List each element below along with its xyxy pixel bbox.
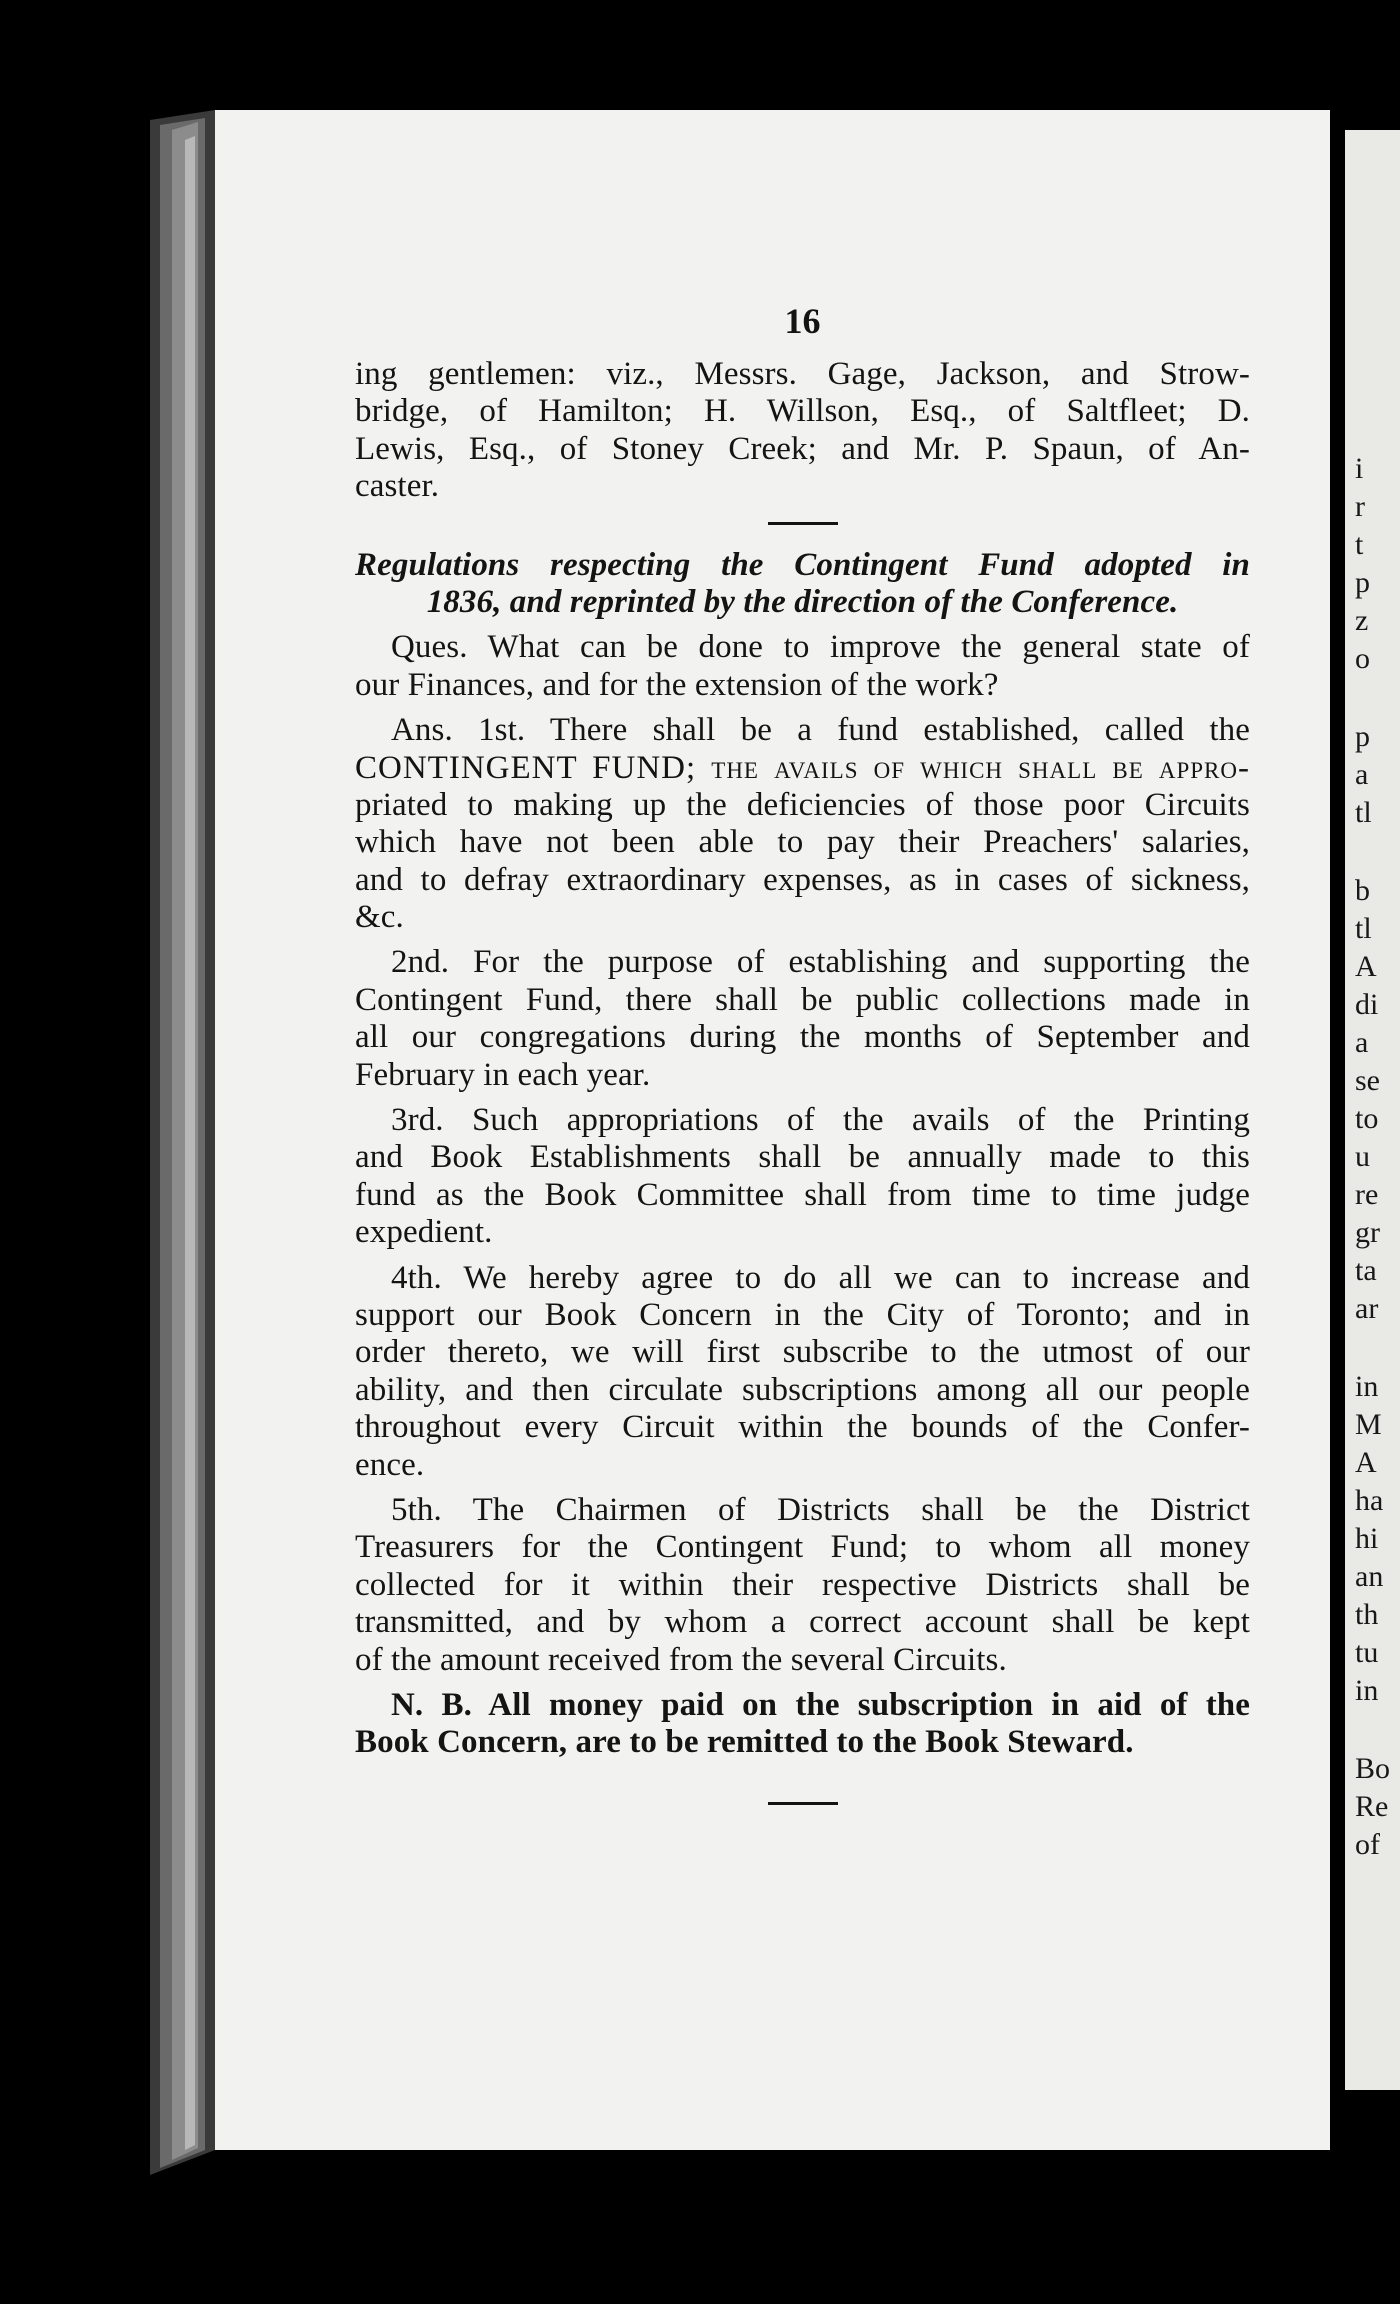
section-rule <box>768 522 838 525</box>
text-line: priated to making up the deficiencies of those poor Circuits <box>355 786 1250 823</box>
section-heading-line: 1836, and reprinted by the direction of the Conference. <box>426 583 1179 620</box>
facing-page-fragment: i <box>1355 452 1364 485</box>
facing-page-fragment: r <box>1355 490 1365 523</box>
facing-page-fragment: re <box>1355 1178 1379 1211</box>
facing-page-fragment: Re <box>1355 1790 1389 1823</box>
text-line: and Book Establishments shall be annually made to this <box>355 1139 1250 1176</box>
facing-page-fragment: t <box>1355 528 1364 561</box>
text-line: &c. <box>355 899 404 936</box>
text-line: support our Book Concern in the City of Toronto; and in <box>355 1296 1250 1333</box>
text-line: Ques. What can be done to improve the general state of <box>391 629 1250 666</box>
text-line: 5th. The Chairmen of Districts shall be the District <box>391 1491 1250 1528</box>
facing-page-fragment: b <box>1355 874 1370 907</box>
facing-page-fragment: p <box>1355 720 1370 753</box>
facing-page-fragment: A <box>1355 950 1377 983</box>
section-heading-line: Regulations respecting the Contingent Fund adopted in <box>355 546 1250 583</box>
facing-page-fragment: th <box>1355 1598 1379 1631</box>
facing-page-fragments <box>1355 450 1400 1864</box>
facing-page-fragment: se <box>1355 1064 1380 1097</box>
facing-page-fragment: gr <box>1355 1216 1380 1249</box>
text-line: throughout every Circuit within the bounds of the Confer- <box>355 1409 1250 1446</box>
text-line: 2nd. For the purpose of establishing and supporting the <box>391 944 1250 981</box>
facing-page-fragment: di <box>1355 988 1379 1021</box>
text-line: Book Concern, are to be remitted to the Book Steward. <box>355 1724 1134 1761</box>
facing-page-fragment: z <box>1355 604 1369 637</box>
text-line: 4th. We hereby agree to do all we can to increase and <box>391 1259 1250 1296</box>
text-line: order thereto, we will first subscribe to the utmost of our <box>355 1334 1250 1371</box>
facing-page-fragment: to <box>1355 1102 1379 1135</box>
facing-page-fragment: in <box>1355 1674 1379 1707</box>
facing-page-fragment: A <box>1355 1446 1377 1479</box>
facing-page-fragment: ta <box>1355 1254 1377 1287</box>
text-line: our Finances, and for the extension of the work? <box>355 666 999 703</box>
facing-page-fragment: tl <box>1355 796 1372 829</box>
facing-page-fragment: tu <box>1355 1636 1379 1669</box>
end-rule <box>768 1802 838 1805</box>
facing-page-fragment: ha <box>1355 1484 1384 1517</box>
facing-page-fragment: in <box>1355 1370 1379 1403</box>
facing-page-fragment: Bo <box>1355 1752 1391 1785</box>
text-line: collected for it within their respective Districts shall be <box>355 1566 1250 1603</box>
facing-page-fragment: of <box>1355 1828 1380 1861</box>
text-line: Treasurers for the Contingent Fund; to whom all money <box>355 1529 1250 1566</box>
text-line: CONTINGENT FUND; the avails of which shall be appro- <box>355 749 1250 786</box>
facing-page-fragment: a <box>1355 758 1369 791</box>
text-line: 3rd. Such appropriations of the avails of the Printing <box>391 1102 1250 1139</box>
facing-page-fragment: hi <box>1355 1522 1379 1555</box>
text-line: ability, and then circulate subscriptions among all our people <box>355 1371 1250 1408</box>
text-line: ing gentlemen: viz., Messrs. Gage, Jackson, and Strow- <box>355 356 1250 392</box>
facing-page-fragment: u <box>1355 1140 1370 1173</box>
text-line: February in each year. <box>355 1056 651 1093</box>
text-line: N. B. All money paid on the subscription in aid of the <box>391 1686 1250 1723</box>
facing-page-fragment: M <box>1355 1408 1382 1441</box>
text-line: Contingent Fund, there shall be public collections made in <box>355 981 1250 1018</box>
facing-page-fragment: a <box>1355 1026 1369 1059</box>
text-line: Lewis, Esq., of Stoney Creek; and Mr. P. Spaun, of An- <box>355 430 1250 467</box>
text-line: expedient. <box>355 1214 493 1251</box>
text-line: and to defray extraordinary expenses, as in cases of sickness, <box>355 861 1250 898</box>
text-line: all our congregations during the months of September and <box>355 1019 1250 1056</box>
text-line: which have not been able to pay their Preachers' salaries, <box>355 824 1250 861</box>
text-lines <box>355 356 1250 1827</box>
text-line: bridge, of Hamilton; H. Willson, Esq., of Saltfleet; D. <box>355 393 1250 430</box>
facing-page-fragment: o <box>1355 642 1370 675</box>
facing-page-fragment: p <box>1355 566 1370 599</box>
text-line: ence. <box>355 1446 425 1483</box>
text-line: of the amount received from the several Circuits. <box>355 1641 1007 1678</box>
page-number: 16 <box>784 301 821 341</box>
facing-page-fragment: tl <box>1355 912 1372 945</box>
text-line: caster. <box>355 468 440 505</box>
facing-page-fragment: ar <box>1355 1292 1379 1325</box>
facing-page-fragment: an <box>1355 1560 1384 1593</box>
text-line: transmitted, and by whom a correct account shall be kept <box>355 1604 1250 1641</box>
text-line: Ans. 1st. There shall be a fund established, called the <box>391 712 1250 749</box>
text-line: fund as the Book Committee shall from time to time judge <box>355 1176 1250 1213</box>
